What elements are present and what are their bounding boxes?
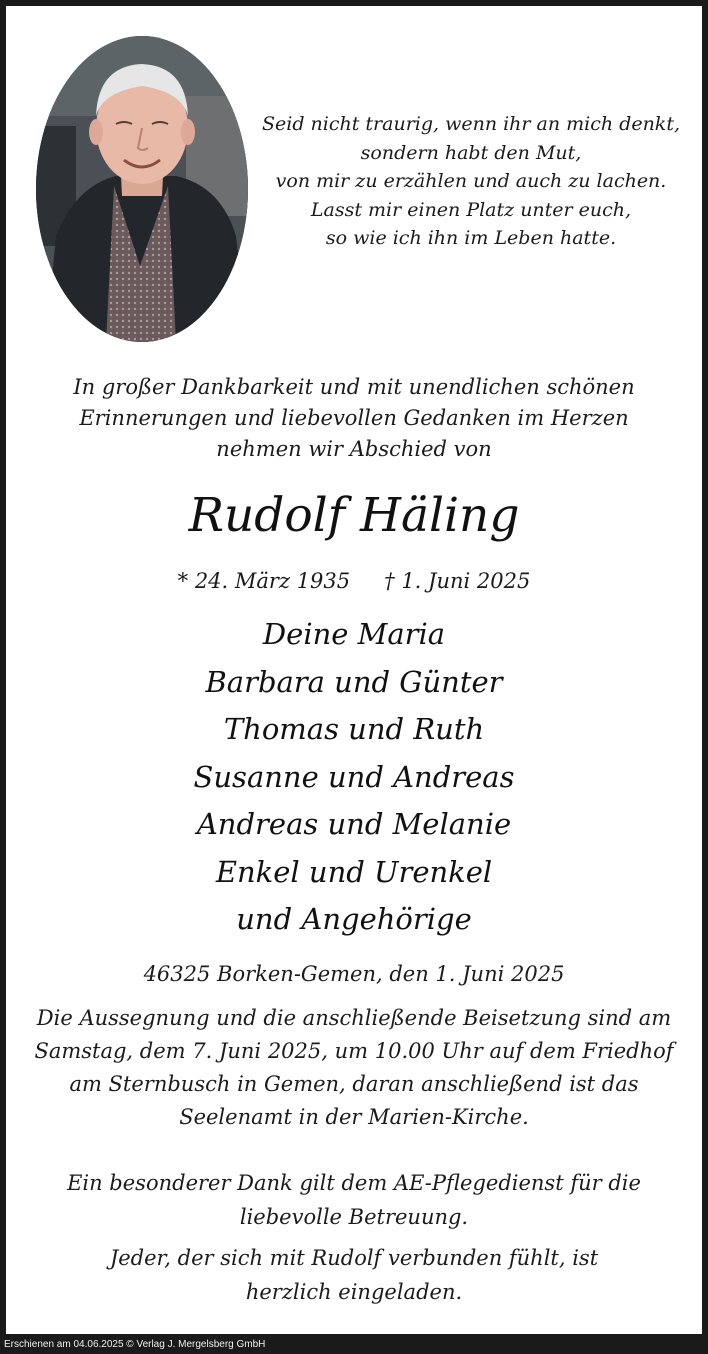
poem-line: Seid nicht traurig, wenn ihr an mich denkt, xyxy=(262,113,680,135)
family-member: und Angehörige xyxy=(236,902,472,936)
family-member: Deine Maria xyxy=(262,617,446,651)
thanks-note xyxy=(6,1166,702,1234)
obituary-card xyxy=(6,6,702,1334)
family-member: Enkel und Urenkel xyxy=(215,854,493,889)
invitation-line: Jeder, der sich mit Rudolf verbunden fühlt, ist xyxy=(109,1246,599,1270)
place-date: 46325 Borken-Gemen, den 1. Juni 2025 xyxy=(143,962,565,986)
poem-line: so wie ich ihn im Leben hatte. xyxy=(325,227,617,249)
thanks-line: Ein besonderer Dank gilt dem AE-Pflegedienst für die xyxy=(67,1171,641,1195)
birth-date: * 24. März 1935 xyxy=(177,569,351,593)
poem-line: von mir zu erzählen und auch zu lachen. xyxy=(275,170,667,192)
intro-line: Erinnerungen und liebevollen Gedanken im Herzen xyxy=(79,406,629,430)
invitation-line: herzlich eingeladen. xyxy=(245,1280,463,1304)
intro-line: In großer Dankbarkeit und mit unendlichen schönen xyxy=(73,375,635,399)
poem-line: sondern habt den Mut, xyxy=(360,141,582,164)
family-member: Thomas und Ruth xyxy=(223,712,485,746)
portrait-photo xyxy=(36,36,248,342)
intro-text xyxy=(6,372,702,465)
death-date: † 1. Juni 2025 xyxy=(384,569,531,593)
poem-line: Lasst mir einen Platz unter euch, xyxy=(310,198,632,221)
memorial-poem xyxy=(256,110,686,253)
invitation-note xyxy=(6,1241,702,1309)
intro-line: nehmen wir Abschied von xyxy=(216,437,492,461)
family-list xyxy=(6,611,702,944)
thanks-line: liebevolle Betreuung. xyxy=(239,1205,469,1229)
service-info xyxy=(6,1002,702,1134)
service-line: Seelenamt in der Marien-Kirche. xyxy=(179,1105,529,1129)
service-line: Die Aussegnung und die anschließende Beisetzung sind am xyxy=(36,1006,672,1030)
deceased-name: Rudolf Häling xyxy=(188,488,520,543)
life-dates xyxy=(6,566,702,596)
service-line: am Sternbusch in Gemen, daran anschließend ist das xyxy=(69,1072,639,1096)
family-member: Barbara und Günter xyxy=(205,664,503,699)
family-member: Andreas und Melanie xyxy=(196,807,512,841)
service-line: Samstag, dem 7. Juni 2025, um 10.00 Uhr auf dem Friedhof xyxy=(34,1039,674,1063)
publication-footer: Erschienen am 04.06.2025 © Verlag J. Mergelsberg GmbH xyxy=(4,1339,266,1350)
family-member: Susanne und Andreas xyxy=(193,759,515,794)
